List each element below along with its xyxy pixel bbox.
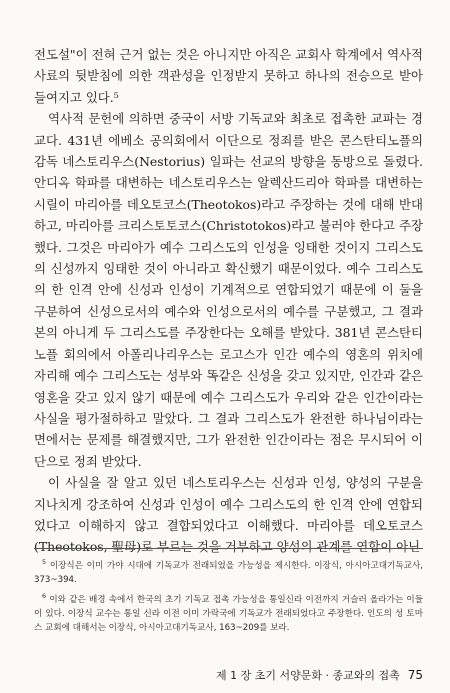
- page-number: 75: [407, 668, 423, 682]
- footnotes: [34, 548, 423, 637]
- footnote-mark: 5: [42, 558, 47, 566]
- paragraph: 역사적 문헌에 의하면 중국이 서방 기독교와 최초로 접촉한 교파는 경교다. 431년 에베소 공의회에서 이단으로 정죄를 받은 콘스탄티노플의 감독 네스토리우스(Nestorius) 일파는 선교의 방향을 동방으로 돌렸다. 안디옥 학파를 대변하는 네스토리우스는 알렉산드리아 학파를 대변하는 시릴이 마리아를 데오토코스(Theotokos)라고 주장하는 것에 대해 반대하고, 마리아를 크리스토토코스(Christotokos)라고 불러야 한다고 주장했다. 그것은 마리아가 예수 그리스도의 인성을 잉태한 것이지 그리스도의 신성까지 잉태한 것이 아니라고 확신했기 때문이었다. 예수 그리스도의 한 인격 안에 신성과 인성이 기계적으로 연합되었기 때문에 이 둘을 구분하여 신성으로서의 예수와 인성으로서의 예수를 구분했고, 그 결과 본의 아니게 두 그리스도를 주장한다는 오해를 받았다. 381년 콘스탄티노플 회의에서 아폴리나리우스는 로고스가 인간 예수의 영혼의 위치에 자리해 예수 그리스도는 성부와 똑같은 신성을 갖고 있지만, 인간과 같은 영혼을 갖고 있지 않기 때문에 예수 그리스도가 우리와 같은 인간이라는 사실을 평가절하하고 말았다. 그 결과 그리스도가 완전한 하나님이라는 면에서는 문제를 해결했지만, 그가 완전한 인간이라는 점은 무시되어 이단으로 정죄 받았다.: [34, 111, 423, 469]
- paragraph: 이 사실을 잘 알고 있던 네스토리우스는 신성과 인성, 양성의 구분을 지나치게 강조하여 신성과 인성이 예수 그리스도의 한 인격 안에 연합되었다고 이해하지 않고 결합되었다고 이해했다. 마리아를 데오토코스(Theotokos, 聖母)로 부르는 것을 거부하고 양성의 관계를 연합이 아닌: [34, 475, 423, 555]
- body-text: [34, 44, 423, 558]
- footnote-text: 이와 같은 배경 속에서 한국의 초기 기독교 접촉 가능성을 통일신라 이전까지 거슬러 올라가는 이들이 있다. 이장식 교수는 통일 신라 이전 이미 가락국에 기독교가 전래되었다고 주장한다. 인도의 성 토마스 교회에 대해서는 이장식, 아시아고대기독교사, 163~209를 보라.: [34, 594, 423, 633]
- footnote: [34, 589, 423, 635]
- chapter-title: 제 1 장 초기 서양문화 · 종교와의 접촉: [215, 669, 400, 682]
- paragraph: 전도설"이 전혀 근거 없는 것은 아니지만 아직은 교회사 학계에서 역사적 사료의 뒷받침에 의한 객관성을 인정받지 못하고 하나의 전승으로 받아들여지고 있다.⁵: [34, 47, 423, 105]
- footnote-text: 이장식은 이미 가야 시대에 기독교가 전래되었을 가능성을 제시한다. 이장식, 아시아고대기독교사, 373~394.: [34, 560, 423, 585]
- running-footer: [216, 667, 423, 683]
- footnote: [34, 555, 423, 587]
- footnote-mark: 6: [42, 591, 47, 600]
